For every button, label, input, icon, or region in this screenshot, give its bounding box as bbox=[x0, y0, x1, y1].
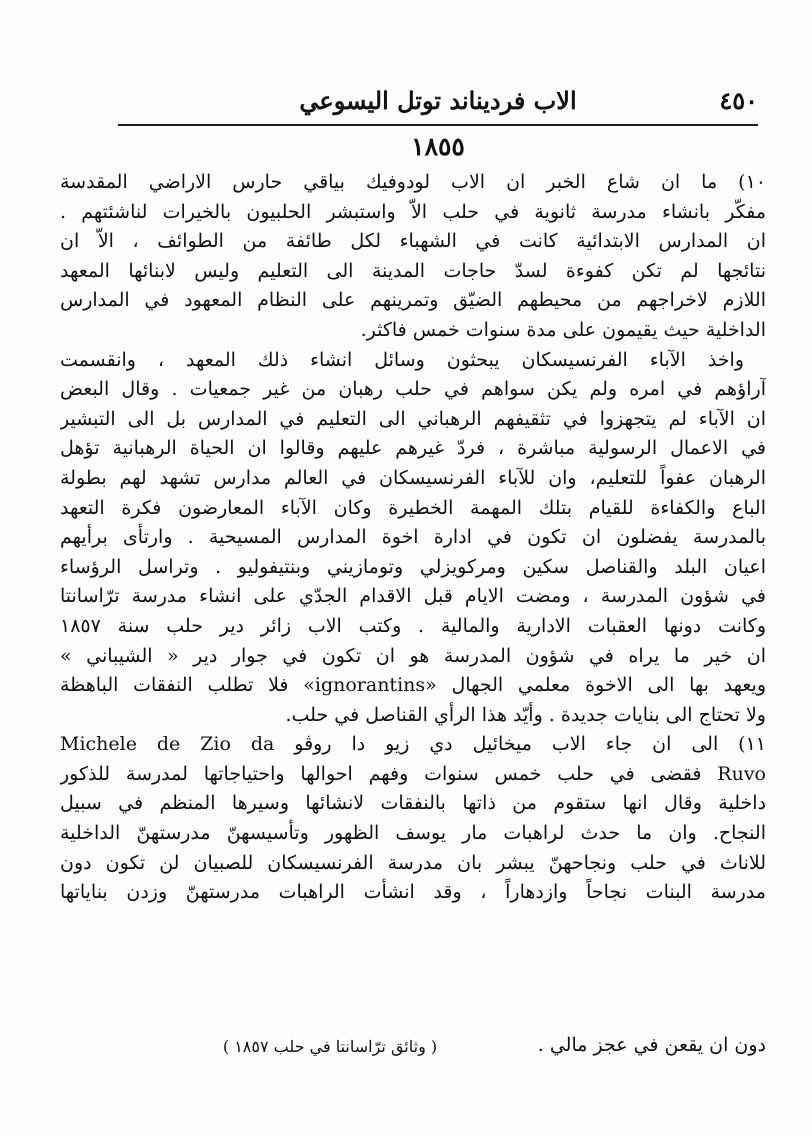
text-line: واخذ الآباء الفرنسيسكان يبحثون وسائل انشاء ذلك المعهد ، وانقسمت bbox=[60, 348, 744, 371]
text-line: في شؤون المدرسة ، ومضت الايام قبل الاقدام الجدّي على انشاء مدرسة ترّاسانتا bbox=[60, 585, 766, 608]
text-line: وكانت دونها العقبات الادارية والمالية . وكتب الاب زائر دير حلب سنة ١٨٥٧ bbox=[60, 614, 766, 637]
body-text bbox=[60, 168, 766, 908]
text-line: ويعهد بها الى الاخوة معلمي الجهال «ignorantins» فلا تطلب النفقات الباهظة bbox=[60, 674, 766, 697]
running-header bbox=[118, 82, 758, 122]
text-line: الرهبان عفواً للتعليم، وان للآباء الفرنسيسكان في العالم مدارس تشهد لهم بطولة bbox=[60, 466, 766, 489]
text-line: ١٠) ما ان شاع الخبر ان الاب لودوفيك بياقي حارس الاراضي المقدسة bbox=[60, 171, 766, 193]
text-line: آراؤهم في امره ولم يكن سواهم في حلب رهبان من غير جمعيات . وقال البعض bbox=[60, 378, 766, 401]
year-heading: ١٨٥٥ bbox=[411, 132, 465, 161]
text-line: اعيان البلد والقناصل سكين ومركويزلي وتومازيني وبنتيفوليو . وتراسل الرؤساء bbox=[60, 555, 766, 578]
final-text-line: دون ان يقعن في عجز مالي . bbox=[537, 1034, 766, 1056]
text-line: اللازم لاخراجهم من محيطهم الضيّق وتمرينهم على النظام المعهود في المدارس bbox=[60, 289, 766, 312]
page-number: ٤٥٠ bbox=[719, 86, 758, 115]
text-line: في الاعمال الرسولية مباشرة ، فردّ غيرهم عليهم وقالوا ان الحياة الرهبانية تؤهل bbox=[60, 437, 766, 460]
text-line: للاناث في حلب ونجاحهنّ يبشر بان مدرسة الفرنسيسكان للصبيان لن تكون دون bbox=[60, 851, 766, 874]
text-line: نتائجها لم تكن كفوءة لسدّ حاجات المدينة الى التعليم وليس لابنائها المعهد bbox=[60, 259, 766, 282]
text-line: داخلية وقال انها ستقوم من ذاتها بالنفقات لانشائها وسيرها المنظم في سبيل bbox=[60, 792, 766, 815]
text-line: ولا تحتاج الى بنايات جديدة . وأيّد هذا الرأي القناصل في حلب. bbox=[285, 703, 766, 726]
text-line: مدرسة البنات نجاحاً وازدهاراً ، وقد انشأت الراهبات مدرستهنّ وزدن بناياتها bbox=[60, 881, 766, 904]
header-divider bbox=[118, 124, 758, 126]
text-line: النجاح. وان ما حدث لراهبات مار يوسف الظهور وتأسيسهنّ مدرستهنّ الداخلية bbox=[60, 822, 766, 845]
text-line: ان الآباء لم يتجهزوا في تثقيفهم الرهباني الى التعليم في المدارس بل الى التبشير bbox=[60, 407, 766, 430]
text-line: بالمدرسة يفضلون ان تكون في ادارة اخوة المدارس المسيحية . وارتأى برأيهم bbox=[60, 526, 766, 549]
text-line: الداخلية حيث يقيمون على مدة سنوات خمس فاكثر. bbox=[360, 318, 766, 341]
text-line: ان المدارس الابتدائية كانت في الشهباء لكل طائفة من الطوائف ، الاّ ان bbox=[60, 230, 766, 253]
text-line: مفكّر بانشاء مدرسة ثانوية في حلب الاّ واستبشر الحلبيون بالخيرات لناشئتهم . bbox=[60, 200, 766, 223]
text-line: Ruvo فقضى في حلب خمس سنوات وفهم احوالها واحتياجاتها لمدرسة للذكور bbox=[60, 762, 766, 785]
text-line: الباع والكفاءة للقيام بتلك المهمة الخطيرة وكان الآباء المعارضون فكرة التعهد bbox=[60, 496, 766, 519]
text-line: ١١) الى ان جاء الاب ميخائيل دي زيو دا روڤو Michele de Zio da bbox=[60, 733, 766, 756]
text-line: ان خير ما يراه في شؤون المدرسة هو ان تكون في جوار دير « الشيباني » bbox=[60, 644, 766, 667]
source-citation: ( وثائق ترّاسانتا في حلب ١٨٥٧ ) bbox=[222, 1037, 438, 1056]
running-title: الاب فرديناند توتل اليسوعي bbox=[299, 86, 577, 115]
